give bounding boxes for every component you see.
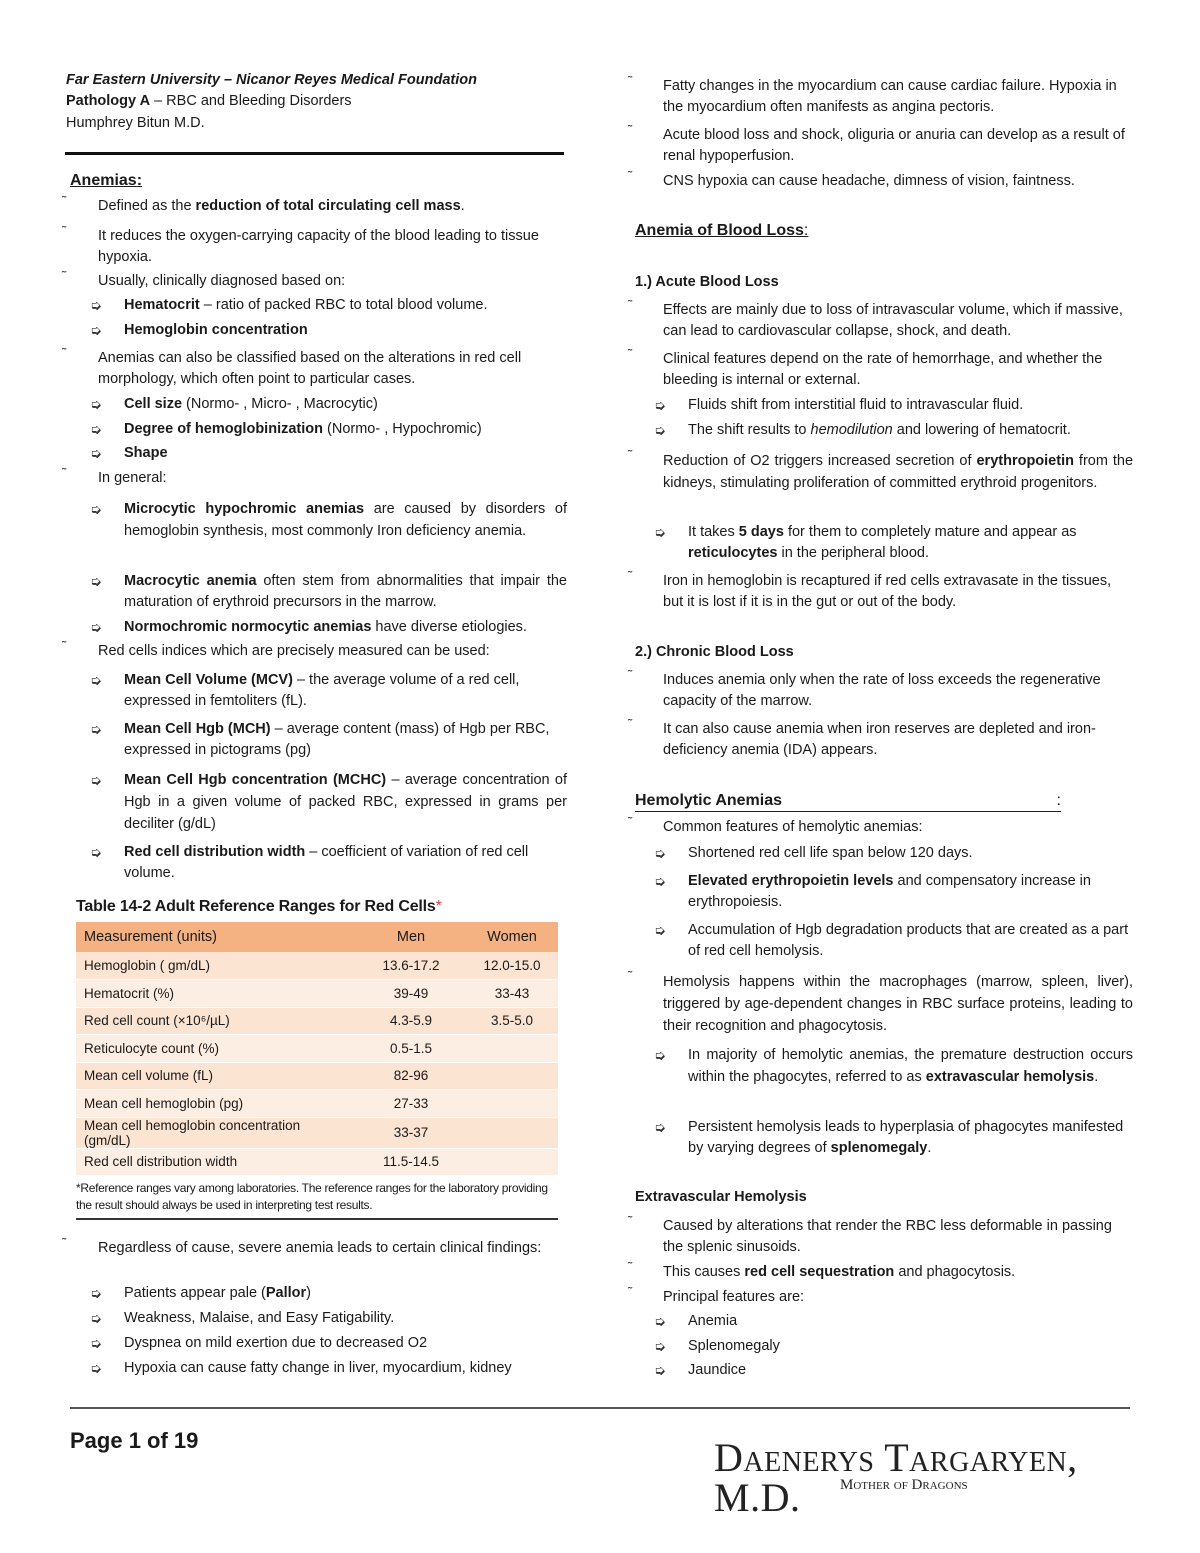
list-item: ˜ Red cells indices which are precisely measured can be used: [62, 638, 490, 659]
arrow-bullet-icon: ➭ [90, 721, 102, 737]
list-item: ˜ This causes red cell sequestration and phagocytosis. [628, 1259, 1016, 1280]
arrow-bullet-icon: ➭ [654, 922, 666, 938]
arrow-bullet-icon: ➭ [90, 322, 102, 338]
table-row [76, 952, 558, 980]
table-row [76, 1117, 558, 1148]
chronic-blood-loss-heading: 2.) Chronic Blood Loss [635, 644, 794, 660]
table-cell: 12.0-15.0 [466, 952, 558, 980]
arrow-bullet-icon: ➭ [90, 297, 102, 313]
table-cell: Hematocrit (%) [76, 980, 356, 1008]
list-item: ➭ Dyspnea on mild exertion due to decreased O2 [62, 1333, 567, 1354]
arrow-bullet-icon: ➭ [654, 422, 666, 438]
list-item: ➭ Jaundice [628, 1360, 1133, 1381]
list-item: ➭ The shift results to hemodilution and lowering of hematocrit. [628, 420, 1133, 441]
list-item: ➭ Splenomegaly [628, 1336, 1133, 1357]
list-item: ˜ Fatty changes in the myocardium can cause cardiac failure. Hypoxia in the myocardium often manifests as angina pectoris. [628, 73, 1117, 115]
arrow-bullet-icon: ➭ [90, 772, 102, 788]
arrow-bullet-icon: ➭ [654, 873, 666, 889]
list-item: ˜ It can also cause anemia when iron reserves are depleted and iron-deficiency anemia (IDA) appears. [628, 716, 1096, 758]
table-row [76, 1090, 558, 1118]
column-header: Women [466, 922, 558, 952]
list-item: ˜ Effects are mainly due to loss of intravascular volume, which if massive, can lead to cardiovascular collapse, shock, and death. [628, 297, 1123, 339]
arrow-bullet-icon: ➭ [90, 573, 102, 589]
table-header-row [76, 922, 558, 952]
list-item: ➭ Cell size (Normo- , Micro- , Macrocytic) [62, 394, 567, 415]
reference-table-block [76, 896, 558, 1220]
list-item: ˜ Hemolysis happens within the macrophages (marrow, spleen, liver), triggered by age-dependent changes in RBC surface proteins, leading to their recognition and phagocytosis. [628, 968, 1133, 1034]
list-item: ➭ Mean Cell Volume (MCV) – the average volume of a red cell, expressed in femtoliters (fL). [90, 672, 520, 709]
list-item: ➭ Microcytic hypochromic anemias are caused by disorders of hemoglobin synthesis, most commonly Iron deficiency anemia. [62, 498, 567, 542]
document-header [66, 70, 566, 134]
table-row [76, 1007, 558, 1035]
list-item: ˜ CNS hypoxia can cause headache, dimness of vision, faintness. [628, 168, 1075, 189]
arrow-bullet-icon: ➭ [90, 1285, 102, 1301]
arrow-bullet-icon: ➭ [90, 501, 102, 517]
arrow-bullet-icon: ➭ [90, 1335, 102, 1351]
reference-table [76, 922, 558, 1176]
footer-divider [70, 1407, 1130, 1409]
list-item: ➭ Mean Cell Hgb (MCH) – average content (mass) of Hgb per RBC, expressed in pictograms (pg) [90, 721, 550, 758]
list-item: ˜ Common features of hemolytic anemias: [628, 814, 923, 835]
list-item: ˜ Caused by alterations that render the RBC less deformable in passing the splenic sinusoids. [628, 1213, 1112, 1255]
table-cell: 13.6-17.2 [356, 952, 466, 980]
list-item: ˜ Regardless of cause, severe anemia leads to certain clinical findings: [62, 1235, 542, 1256]
list-item: ˜ Acute blood loss and shock, oliguria or anuria can develop as a result of renal hypoperfusion. [628, 122, 1125, 164]
table-row [76, 980, 558, 1008]
list-item: ˜ It reduces the oxygen-carrying capacity of the blood leading to tissue hypoxia. [62, 223, 539, 265]
table-cell [466, 1062, 558, 1090]
institution-name: Far Eastern University – Nicanor Reyes Medical Foundation [66, 72, 477, 88]
arrow-bullet-icon: ➭ [90, 1360, 102, 1376]
list-item: ➭ Hematocrit – ratio of packed RBC to total blood volume. [62, 295, 567, 316]
list-item: ➭ Hemoglobin concentration [62, 320, 567, 341]
list-item: ➭ It takes 5 days for them to completely mature and appear as reticulocytes in the peripheral blood. [654, 524, 1077, 561]
arrow-bullet-icon: ➭ [90, 1310, 102, 1326]
list-item: ➭ Patients appear pale (Pallor) [62, 1283, 567, 1304]
anemias-heading: Anemias: [70, 172, 143, 189]
list-item: ➭ Normochromic normocytic anemias have diverse etiologies. [62, 617, 567, 638]
list-item: ➭ Fluids shift from interstitial fluid to intravascular fluid. [628, 395, 1133, 416]
table-cell: Mean cell hemoglobin (pg) [76, 1090, 356, 1118]
table-cell: 39-49 [356, 980, 466, 1008]
table-cell: Hemoglobin ( gm/dL) [76, 952, 356, 980]
course-title: Pathology A – RBC and Bleeding Disorders [66, 93, 352, 109]
arrow-bullet-icon: ➭ [654, 1338, 666, 1354]
table-cell: 27-33 [356, 1090, 466, 1118]
arrow-bullet-icon: ➭ [90, 396, 102, 412]
hemolytic-heading: Hemolytic Anemias : [635, 790, 1061, 812]
arrow-bullet-icon: ➭ [654, 524, 666, 540]
list-item: ˜ Defined as the reduction of total circulating cell mass. [62, 193, 465, 214]
list-item: ˜ Anemias can also be classified based on the alterations in red cell morphology, which often point to particular cases. [62, 345, 522, 387]
list-item: ➭ Degree of hemoglobinization (Normo- , Hypochromic) [62, 419, 567, 440]
table-cell: 4.3-5.9 [356, 1007, 466, 1035]
header-divider [65, 152, 564, 155]
list-item: ➭ Weakness, Malaise, and Easy Fatigability. [62, 1308, 567, 1329]
list-item: ➭ Shortened red cell life span below 120 days. [628, 843, 1133, 864]
table-caption: Table 14-2 Adult Reference Ranges for Red Cells* [76, 898, 442, 915]
list-item: ➭ Macrocytic anemia often stem from abnormalities that impair the maturation of erythroid precursors in the marrow. [90, 573, 567, 610]
arrow-bullet-icon: ➭ [90, 421, 102, 437]
table-cell: 11.5-14.5 [356, 1148, 466, 1176]
list-item: ˜ Induces anemia only when the rate of loss exceeds the regenerative capacity of the marrow. [628, 667, 1101, 709]
arrow-bullet-icon: ➭ [654, 1313, 666, 1329]
table-cell [466, 1117, 558, 1148]
table-row [76, 1062, 558, 1090]
table-cell: Mean cell hemoglobin concentration (gm/dL) [76, 1117, 356, 1148]
arrow-bullet-icon: ➭ [90, 445, 102, 461]
list-item: ˜ Principal features are: [628, 1284, 805, 1305]
list-item: ➭ Red cell distribution width – coefficient of variation of red cell volume. [90, 844, 529, 881]
table-cell: 82-96 [356, 1062, 466, 1090]
arrow-bullet-icon: ➭ [654, 1119, 666, 1135]
list-item: ➭ Hypoxia can cause fatty change in liver, myocardium, kidney [62, 1358, 567, 1379]
arrow-bullet-icon: ➭ [90, 619, 102, 635]
logo-name: Daenerys Targaryen, M.D. [714, 1435, 1078, 1520]
arrow-bullet-icon: ➭ [654, 1047, 666, 1063]
page-number: Page 1 of 19 [70, 1428, 199, 1453]
list-item: ˜ In general: [62, 465, 167, 486]
table-cell [466, 1035, 558, 1063]
signature-logo [714, 1435, 1154, 1520]
table-cell: 33-43 [466, 980, 558, 1008]
list-item: ➭ Accumulation of Hgb degradation products that are created as a part of red cell hemolysis. [654, 922, 1129, 959]
table-cell: 0.5-1.5 [356, 1035, 466, 1063]
table-cell: 33-37 [356, 1117, 466, 1148]
list-item: ˜ Iron in hemoglobin is recaptured if red cells extravasate in the tissues, but it is lost if it is in the gut or out of the body. [628, 568, 1112, 610]
arrow-bullet-icon: ➭ [90, 844, 102, 860]
table-cell [466, 1148, 558, 1176]
extravascular-heading: Extravascular Hemolysis [635, 1189, 807, 1205]
table-cell: Red cell distribution width [76, 1148, 356, 1176]
arrow-bullet-icon: ➭ [654, 397, 666, 413]
list-item: ˜ Usually, clinically diagnosed based on: [62, 268, 346, 289]
column-header: Men [356, 922, 466, 952]
blood-loss-heading: Anemia of Blood Loss: [635, 222, 809, 239]
author-name: Humphrey Bitun M.D. [66, 115, 205, 131]
list-item: ➭ Anemia [628, 1311, 1133, 1332]
table-bottom-rule [76, 1218, 558, 1220]
table-cell: Mean cell volume (fL) [76, 1062, 356, 1090]
table-cell [466, 1090, 558, 1118]
list-item: ➭ Shape [62, 443, 567, 464]
list-item: ˜ Reduction of O2 triggers increased secretion of erythropoietin from the kidneys, stimulating proliferation of committed erythroid progenitors. [628, 447, 1134, 491]
list-item: ➭ Mean Cell Hgb concentration (MCHC) – average concentration of Hgb in a given volume of packed RBC, expressed in grams per deciliter (g/dL) [62, 769, 567, 835]
list-item: ➭ In majority of hemolytic anemias, the premature destruction occurs within the phagocytes, referred to as extravascular hemolysis. [628, 1044, 1133, 1088]
arrow-bullet-icon: ➭ [654, 845, 666, 861]
column-header: Measurement (units) [76, 922, 356, 952]
list-item: ➭ Elevated erythropoietin levels and compensatory increase in erythropoiesis. [654, 873, 1091, 910]
table-row [76, 1148, 558, 1176]
list-item: ˜ Clinical features depend on the rate of hemorrhage, and whether the bleeding is internal or external. [628, 346, 1103, 388]
table-cell: 3.5-5.0 [466, 1007, 558, 1035]
table-row [76, 1035, 558, 1063]
table-cell: Reticulocyte count (%) [76, 1035, 356, 1063]
arrow-bullet-icon: ➭ [90, 672, 102, 688]
logo-tagline: Mother of Dragons [840, 1477, 968, 1493]
list-item: ➭ Persistent hemolysis leads to hyperplasia of phagocytes manifested by varying degrees of splenomegaly. [654, 1119, 1124, 1156]
acute-blood-loss-heading: 1.) Acute Blood Loss [635, 274, 779, 290]
table-cell: Red cell count (×10⁶/µL) [76, 1007, 356, 1035]
arrow-bullet-icon: ➭ [654, 1362, 666, 1378]
table-footnote: *Reference ranges vary among laboratories. The reference ranges for the laboratory providing the result should always be used in interpreting test results. [76, 1181, 548, 1212]
